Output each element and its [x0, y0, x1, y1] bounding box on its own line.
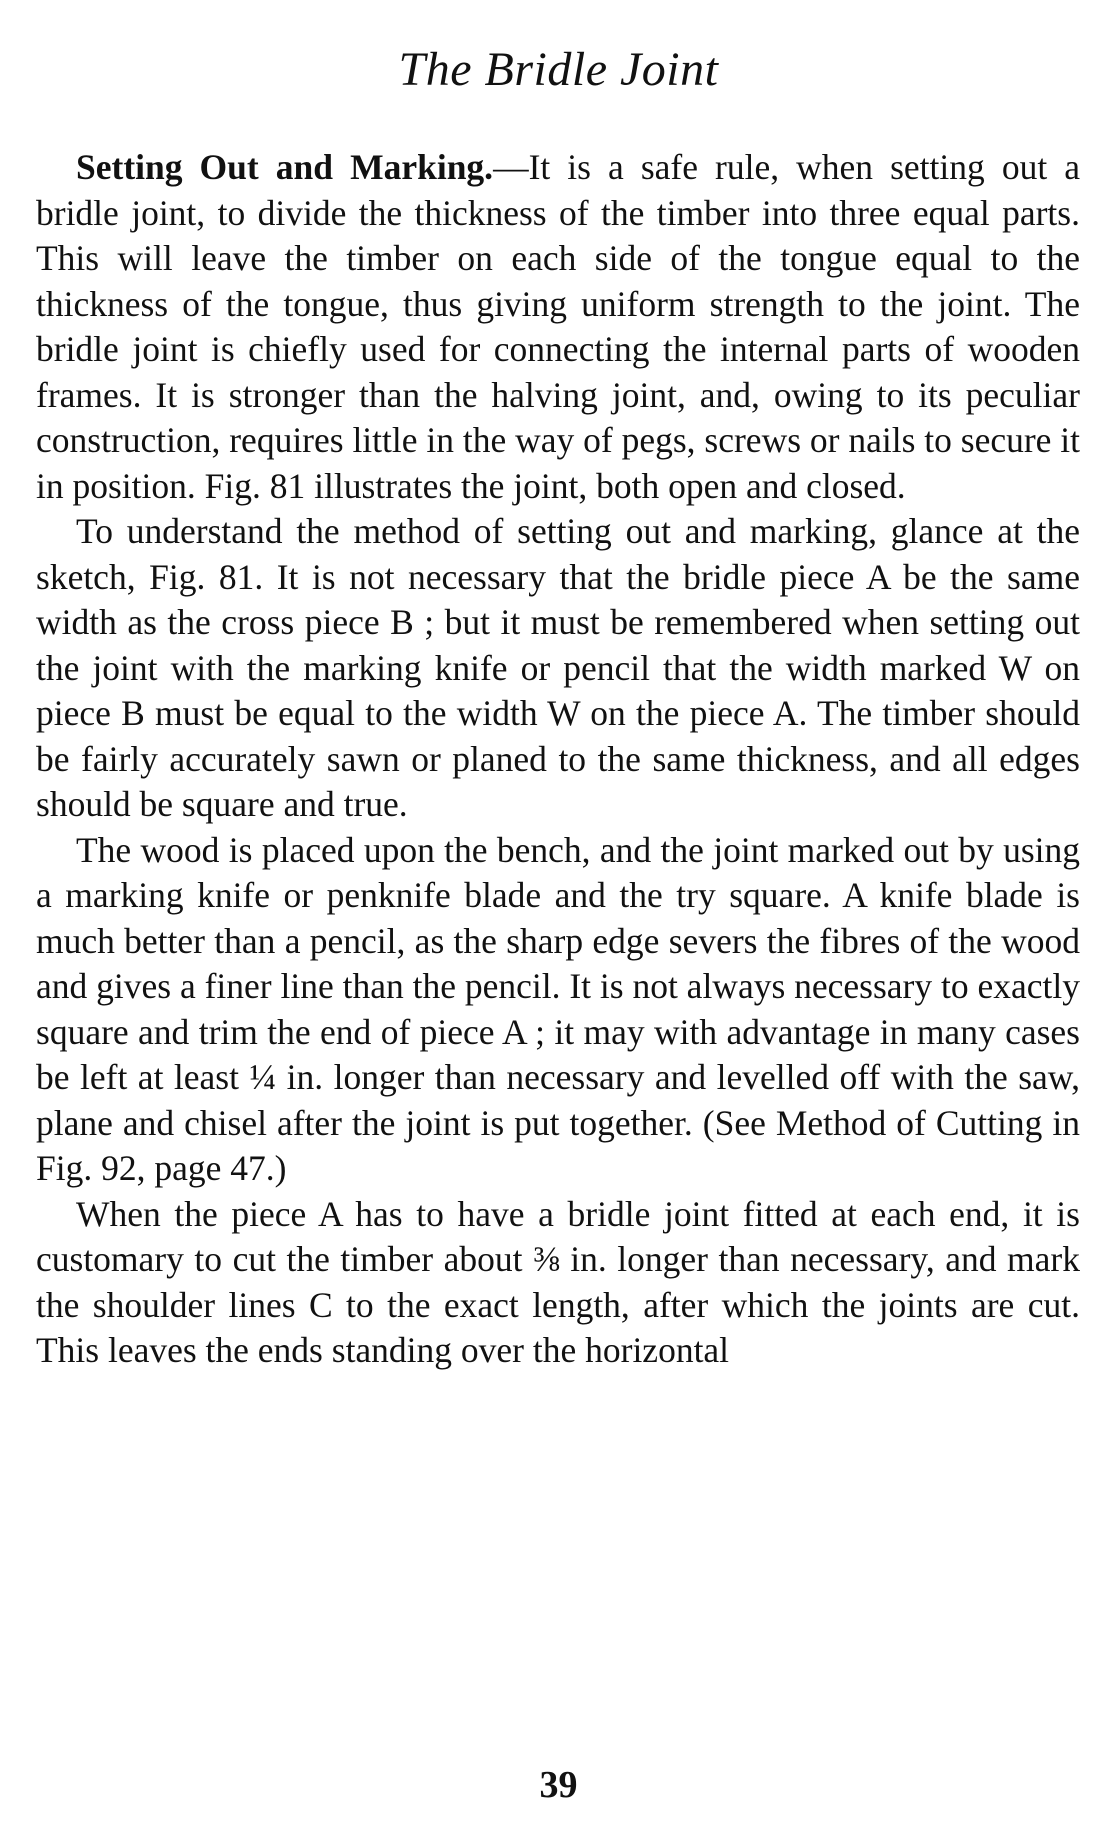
paragraph-method: To understand the method of setting out and marking, glance at the sketch, Fig. 81. It is not necessary that the bridle piece A be the same width as the cross piece B ; but it must be remembered when setting out the joint with the marking knife or pencil that the width marked W on piece B must be equal to the width W on the piece A. The timber should be fairly accurately sawn or planed to the same thickness, and all edges should be square and true.: [36, 511, 1080, 824]
section-run-in-heading: Setting Out and Marking.: [76, 147, 494, 187]
body-text: [36, 145, 1080, 1374]
paragraph-text: —It is a safe rule, when setting out a bridle joint, to divide the thickness of the timber into three equal parts. This will leave the timber on each side of the tongue equal to the thickness of the tongue, thus giving uniform strength to the joint. The bridle joint is chiefly used for connecting the internal parts of wooden frames. It is stronger than the halving joint, and, owing to its peculiar construction, requires little in the way of pegs, screws or nails to secure it in position. Fig. 81 illustrates the joint, both open and closed.: [36, 147, 1081, 506]
paragraph-double-joint: When the piece A has to have a bridle joint fitted at each end, it is customary to cut the timber about ⅜ in. longer than necessary, and mark the shoulder lines C to the exact length, after which the joints are cut. This leaves the ends standing over the horizontal: [36, 1193, 1080, 1370]
paragraph-setting-out: [36, 145, 1080, 509]
page-number: 39: [539, 1764, 578, 1806]
paragraph-marking-out: The wood is placed upon the bench, and the joint marked out by using a marking knife or penknife blade and the try square. A knife blade is much better than a pencil, as the sharp edge severs the fibres of the wood and gives a finer line than the pencil. It is not always necessary to exactly square and trim the end of piece A ; it may with advantage in many cases be left at least ¼ in. longer than necessary and levelled off with the saw, plane and chisel after the joint is put together. (See Method of Cutting in Fig. 92, page 47.): [36, 829, 1080, 1188]
running-head: The Bridle Joint: [398, 43, 719, 96]
